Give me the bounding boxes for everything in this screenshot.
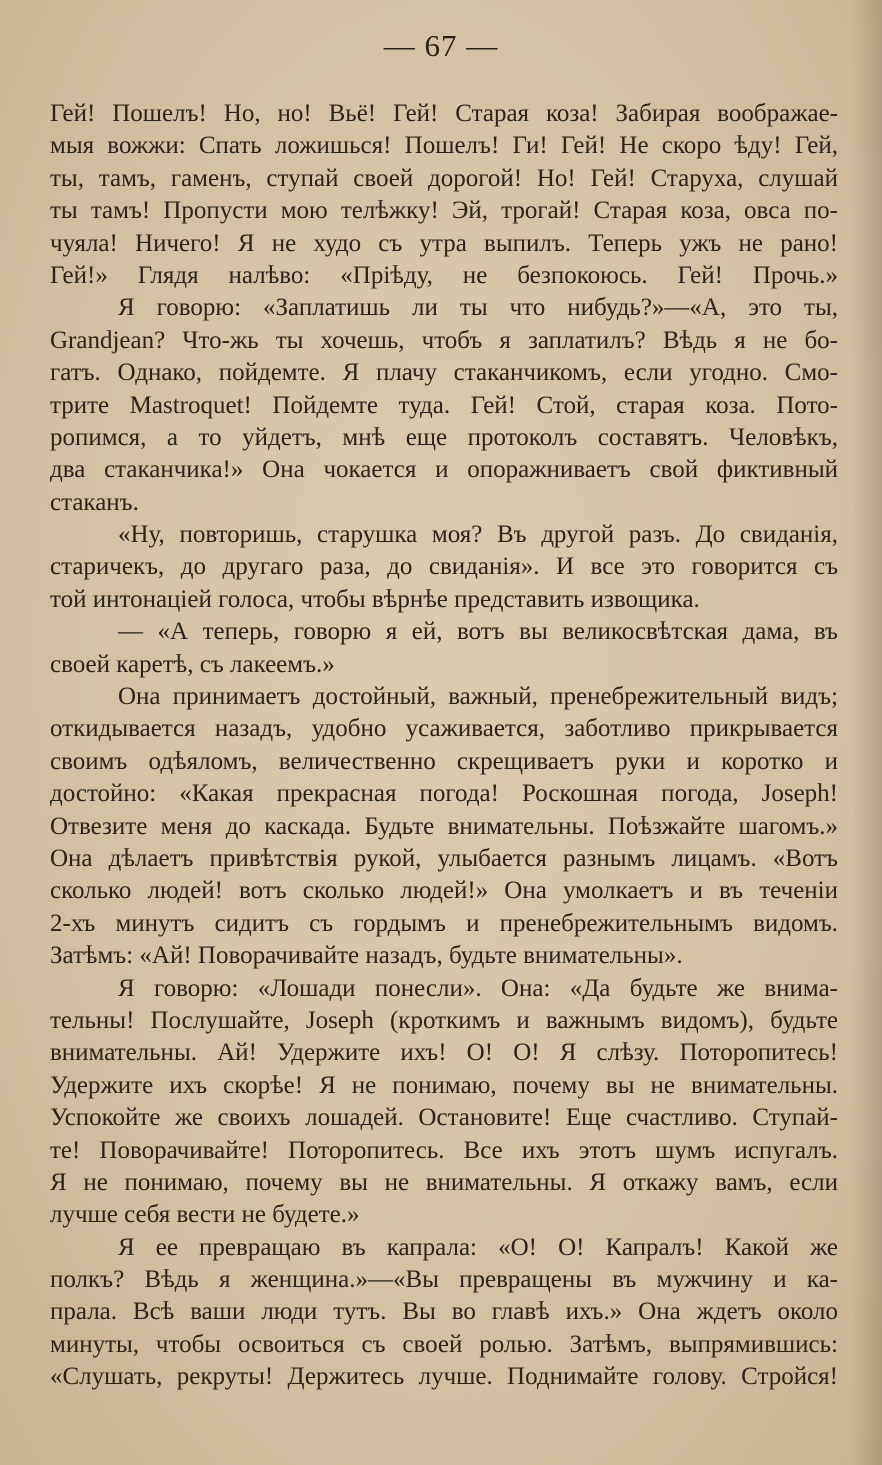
text-line: те! Поворачивайте! Поторопитесь. Все ихъ этотъ шумъ испугалъ.: [50, 1136, 838, 1164]
text-line: старичекъ, до другаго раза, до свиданія». И все это говорится съ: [50, 553, 838, 581]
text-line: «Ну, повторишь, старушка моя? Въ другой разъ. До свиданія,: [118, 521, 838, 549]
text-line: — «А теперь, говорю я ей, вотъ вы великосвѣтская дама, въ: [118, 618, 838, 646]
text-line: Я ее превращаю въ капрала: «О! О! Капралъ! Какой же: [118, 1233, 838, 1261]
text-line: Я говорю: «Заплатишь ли ты что нибудь?»—«А, это ты,: [118, 294, 838, 322]
text-line: Затѣмъ: «Ай! Поворачивайте назадъ, будьте внимательны».: [50, 942, 683, 970]
text-line: Удержите ихъ скорѣе! Я не понимаю, почему вы не внимательны.: [50, 1071, 838, 1099]
text-line: мыя вожжи: Спать ложишься! Пошелъ! Ги! Гей! Не скоро ѣду! Гей,: [50, 132, 838, 160]
text-line: трите Mastroquet! Пойдемте туда. Гей! Стой, старая коза. Пото-: [50, 391, 838, 419]
text-line: ты тамъ! Пропусти мою телѣжку! Эй, трогай! Старая коза, овса по-: [50, 197, 838, 225]
text-line: Я говорю: «Лошади понесли». Она: «Да будьте же внима-: [118, 974, 838, 1002]
text-line: минуты, чтобы освоиться съ своей ролью. Затѣмъ, выпрямившись:: [50, 1330, 838, 1358]
text-line: своей каретѣ, съ лакеемъ.»: [50, 650, 335, 678]
text-line: прала. Всѣ ваши люди тутъ. Вы во главѣ ихъ.» Она ждетъ около: [50, 1298, 838, 1326]
text-line: лучше себя вести не будете.»: [50, 1201, 360, 1229]
text-line: тельны! Послушайте, Joseph (кроткимъ и важнымъ видомъ), будьте: [50, 1006, 838, 1034]
text-line: той интонаціей голоса, чтобы вѣрнѣе представить извощика.: [50, 585, 700, 613]
text-line: ропимся, а то уйдетъ, мнѣ еще протоколъ составятъ. Человѣкъ,: [50, 423, 838, 451]
text-line: гатъ. Однако, пойдемте. Я плачу стаканчикомъ, если угодно. Смо-: [50, 359, 838, 387]
text-line: Успокойте же своихъ лошадей. Остановите! Еще счастливо. Ступай-: [50, 1104, 838, 1132]
text-line: достойно: «Какая прекрасная погода! Роскошная погода, Joseph!: [50, 780, 838, 808]
text-line: стаканъ.: [50, 488, 139, 516]
text-line: Отвезите меня до каскада. Будьте внимательны. Поѣзжайте шагомъ.»: [50, 812, 838, 840]
page-text: [50, 98, 838, 1394]
text-line: Гей!» Глядя налѣво: «Пріѣду, не безпокоюсь. Гей! Прочь.»: [50, 261, 838, 289]
text-line: «Слушать, рекруты! Держитесь лучше. Поднимайте голову. Стройся!: [50, 1363, 838, 1391]
page-number: — 67 —: [383, 28, 499, 63]
text-line: своимъ одѣяломъ, величественно скрещиваетъ руки и коротко и: [50, 747, 838, 775]
text-line: полкъ? Вѣдь я женщина.»—«Вы превращены въ мужчину и ка-: [50, 1266, 838, 1294]
text-line: сколько людей! вотъ сколько людей!» Она умолкаетъ и въ теченіи: [50, 877, 838, 905]
text-line: Grandjean? Что-жь ты хочешь, чтобъ я заплатилъ? Вѣдь я не бо-: [50, 326, 838, 354]
text-line: 2-хъ минутъ сидитъ съ гордымъ и пренебрежительнымъ видомъ.: [50, 909, 838, 937]
text-line: внимательны. Ай! Удержите ихъ! О! О! Я слѣзу. Поторопитесь!: [50, 1039, 838, 1067]
text-line: Она дѣлаетъ привѣтствія рукой, улыбается разнымъ лицамъ. «Вотъ: [50, 844, 838, 872]
text-line: чуяла! Ничего! Я не худо съ утра выпилъ. Теперь ужъ не рано!: [50, 229, 838, 257]
text-line: Я не понимаю, почему вы не внимательны. Я откажу вамъ, если: [50, 1168, 838, 1196]
text-line: два стаканчика!» Она чокается и опоражниваетъ свой фиктивный: [50, 456, 838, 484]
text-line: откидывается назадъ, удобно усаживается, заботливо прикрывается: [50, 715, 838, 743]
text-line: Она принимаетъ достойный, важный, пренебрежительный видъ;: [118, 683, 838, 711]
text-line: Гей! Пошелъ! Но, но! Вьё! Гей! Старая коза! Забирая воображае-: [50, 100, 838, 127]
text-line: ты, тамъ, гаменъ, ступай своей дорогой! Но! Гей! Старуха, слушай: [50, 164, 838, 192]
